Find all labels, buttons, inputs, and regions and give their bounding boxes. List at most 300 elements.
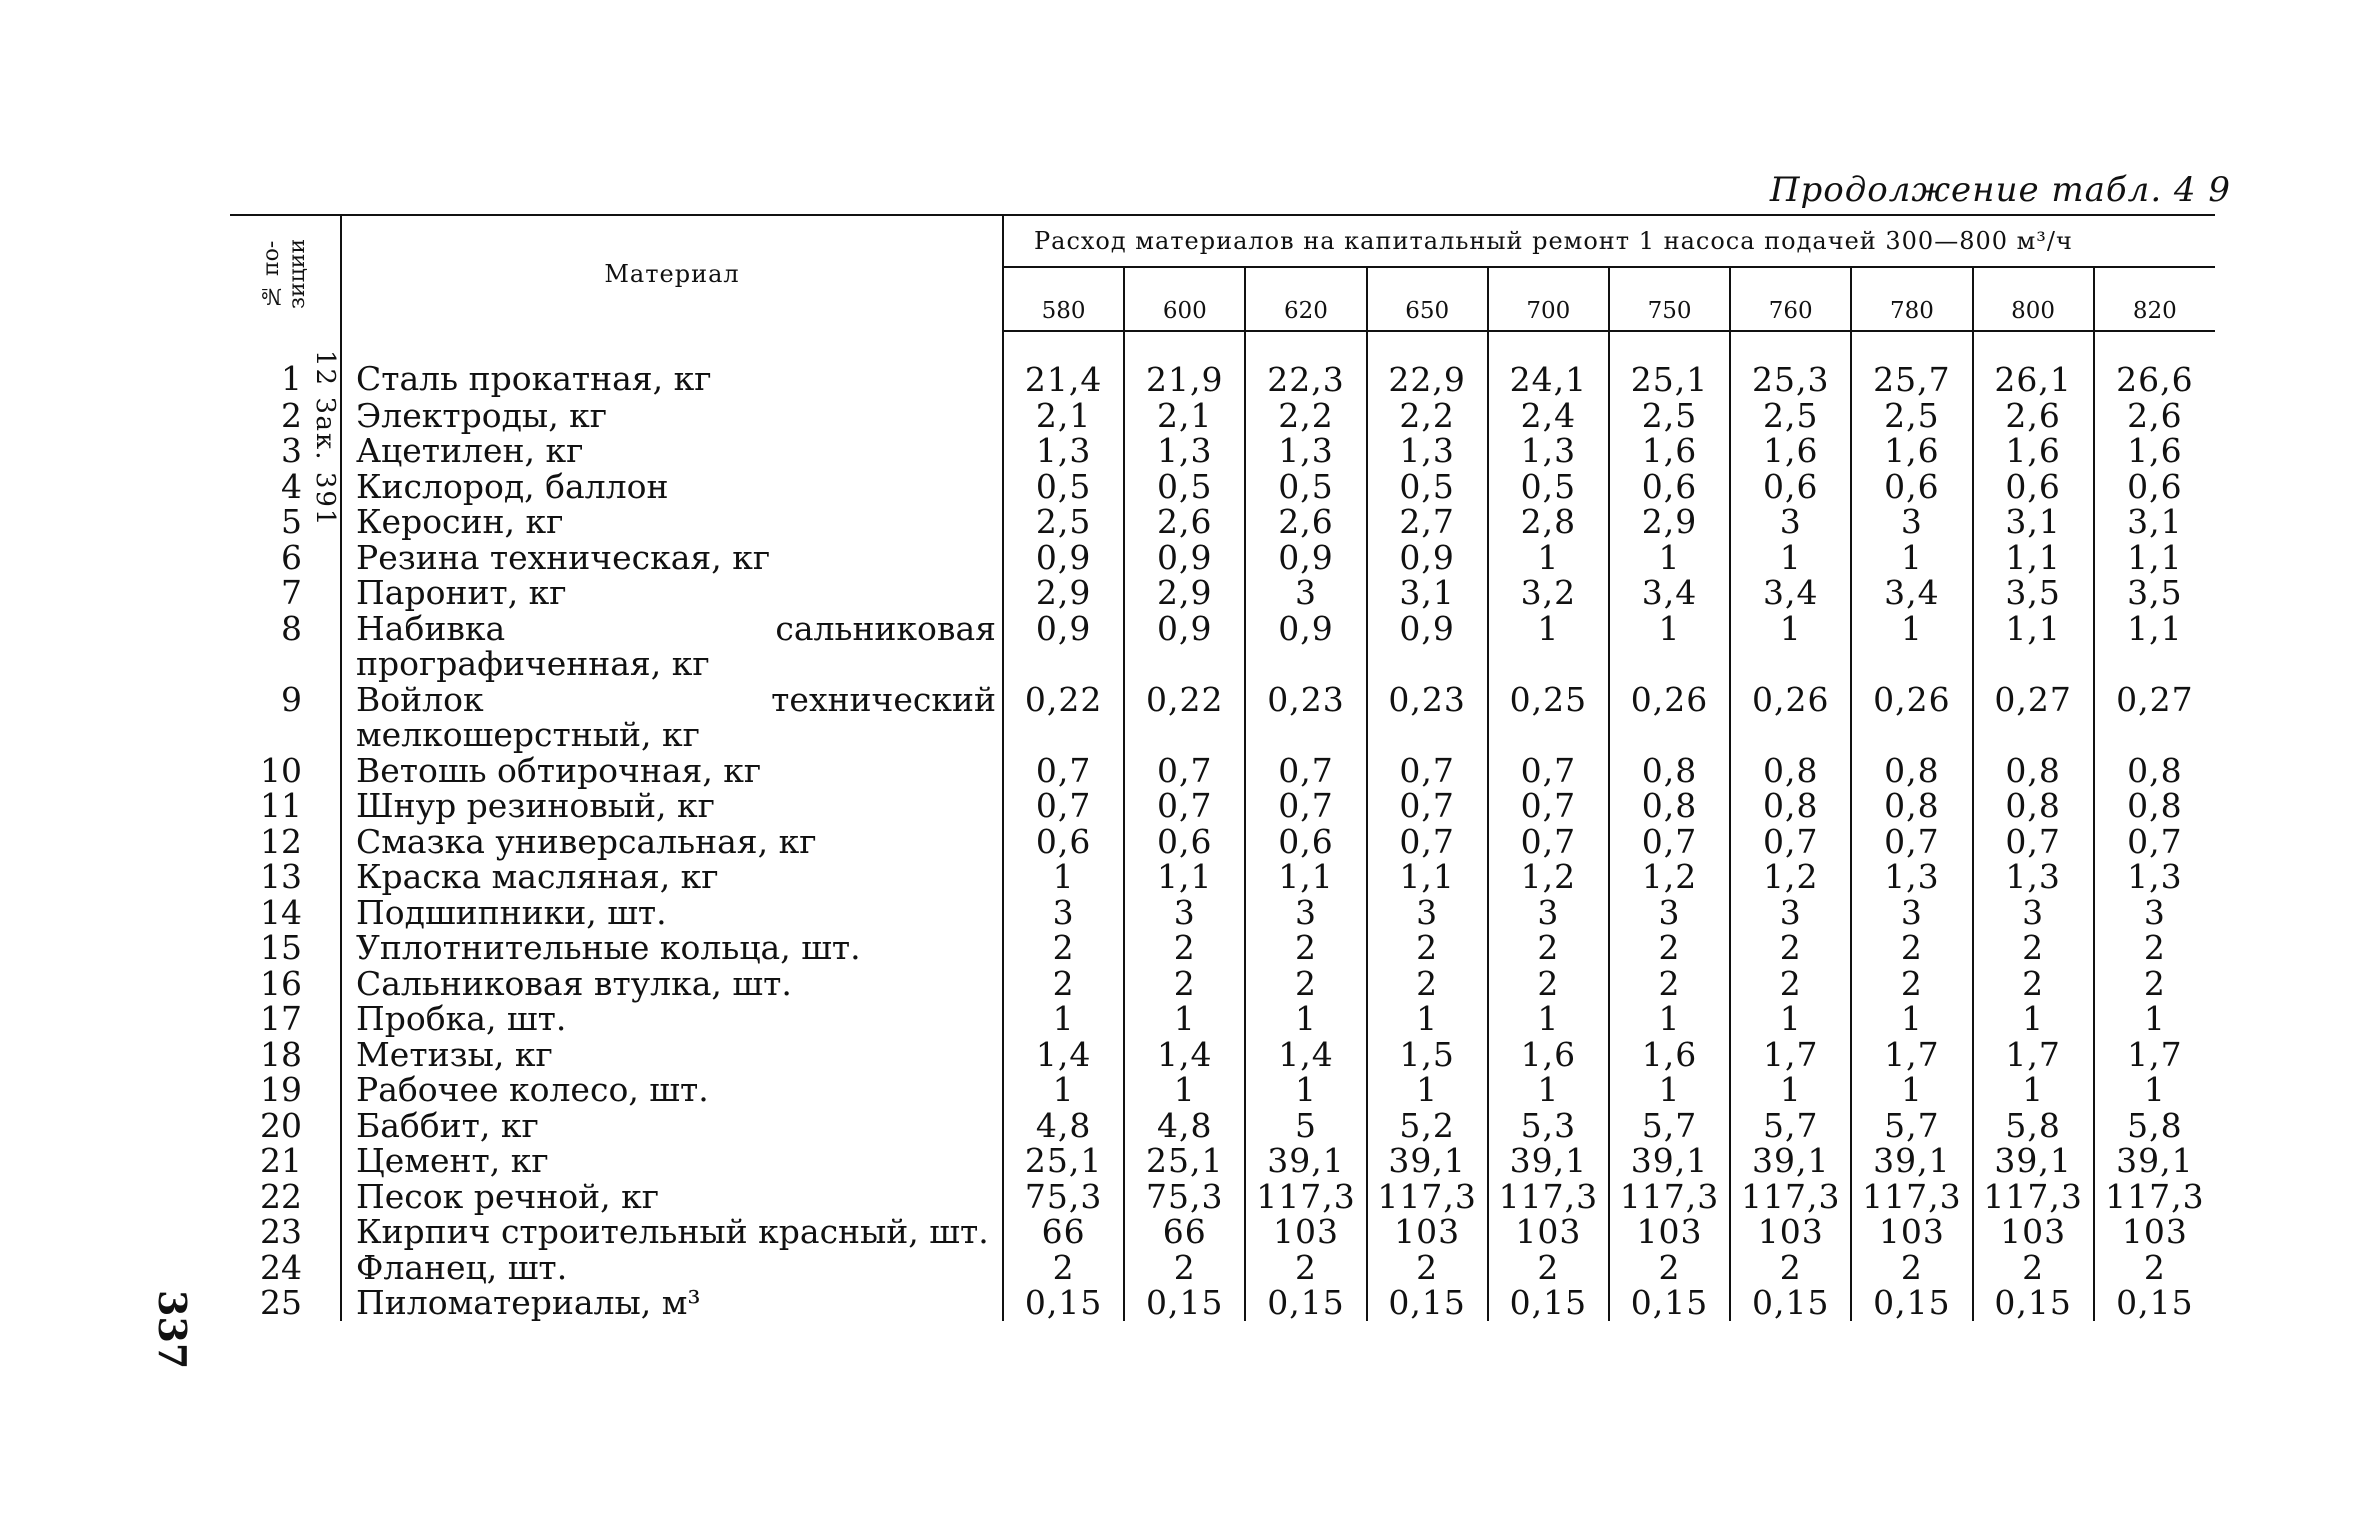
material-name-cell: Рабочее колесо, шт. xyxy=(341,1072,1003,1108)
consumption-value-cell: 0,9 xyxy=(1245,611,1366,682)
consumption-value-cell: 2 xyxy=(1245,1250,1366,1286)
consumption-value-cell: 0,15 xyxy=(1367,1285,1488,1321)
consumption-value-cell: 2 xyxy=(2143,963,2166,1003)
consumption-value-cell: 2,2 xyxy=(1245,398,1366,434)
consumption-value-cell: 3 xyxy=(1124,895,1245,931)
consumption-value-cell: 117,3 xyxy=(1367,1179,1488,1215)
consumption-value-cell: 4,8 xyxy=(1003,1108,1124,1144)
consumption-value-cell: 39,1 xyxy=(1488,1143,1609,1179)
consumption-value-cell: 39,1 xyxy=(1730,1143,1851,1179)
consumption-value-cell: 0,8 xyxy=(1851,788,1972,824)
consumption-value-cell: 75,3 xyxy=(1124,1179,1245,1215)
consumption-value-cell: 0,15 xyxy=(1003,1285,1124,1321)
consumption-value-cell: 3 xyxy=(1245,575,1366,611)
consumption-value-cell: 0,9 xyxy=(1003,611,1124,682)
consumption-value-cell: 0,6 xyxy=(1609,469,1730,505)
table-row xyxy=(230,966,2215,1002)
consumption-value-cell: 2 xyxy=(1609,1250,1730,1286)
consumption-value-cell: 2 xyxy=(2143,1247,2166,1287)
consumption-value-cell: 39,1 xyxy=(1609,1143,1730,1179)
flow-rate-header-820: 820 xyxy=(2094,267,2215,331)
consumption-value-cell: 3 xyxy=(1488,895,1609,931)
consumption-value-cell: 117,3 xyxy=(1609,1179,1730,1215)
table-row xyxy=(230,1072,2215,1108)
consumption-value-cell: 0,7 xyxy=(1245,788,1366,824)
consumption-value-cell: 0,15 xyxy=(1730,1285,1851,1321)
material-name-cell: Метизы, кг xyxy=(341,1037,1003,1073)
consumption-value-cell: 117,3 xyxy=(2105,1176,2205,1216)
order-note: 12 Зак. 391 xyxy=(310,350,340,528)
consumption-value-cell: 2 xyxy=(1488,966,1609,1002)
flow-rate-header-700: 700 xyxy=(1488,267,1609,331)
consumption-value-cell: 2 xyxy=(1609,930,1730,966)
consumption-value-cell: 2,6 xyxy=(1124,504,1245,540)
consumption-value-cell: 0,9 xyxy=(1367,540,1488,576)
consumption-value-cell: 1 xyxy=(1609,611,1730,682)
table-row xyxy=(230,1143,2215,1179)
consumption-value-cell: 2 xyxy=(1851,930,1972,966)
table-row xyxy=(230,753,2215,789)
table-row xyxy=(230,788,2215,824)
consumption-value-cell: 1,1 xyxy=(1973,611,2094,682)
consumption-value-cell: 1,2 xyxy=(1488,859,1609,895)
consumption-value-cell: 0,22 xyxy=(1124,682,1245,753)
consumption-value-cell: 25,1 xyxy=(1124,1143,1245,1179)
consumption-value-cell: 0,9 xyxy=(1003,540,1124,576)
consumption-value-cell: 0,8 xyxy=(2127,786,2183,825)
consumption-value-cell: 0,5 xyxy=(1124,469,1245,505)
consumption-value-cell: 3 xyxy=(1245,895,1366,931)
consumption-value-cell: 0,7 xyxy=(1003,753,1124,789)
consumption-value-cell: 2,1 xyxy=(1003,398,1124,434)
consumption-value-cell: 3 xyxy=(1730,895,1851,931)
flow-rate-header-580: 580 xyxy=(1003,267,1124,331)
consumption-value-cell: 0,8 xyxy=(1609,753,1730,789)
position-number-cell: 25 xyxy=(230,1285,341,1321)
consumption-value-cell: 3,4 xyxy=(1730,575,1851,611)
consumption-value-cell: 3 xyxy=(1730,504,1851,540)
consumption-value-cell: 0,9 xyxy=(1124,611,1245,682)
table-row xyxy=(230,398,2215,434)
consumption-value-cell: 1,3 xyxy=(1367,433,1488,469)
consumption-value-cell: 1,7 xyxy=(2127,1034,2183,1074)
consumption-value-cell: 117,3 xyxy=(1730,1179,1851,1215)
consumption-value-cell: 2,1 xyxy=(1124,398,1245,434)
consumption-value-cell: 1 xyxy=(1851,1001,1972,1037)
consumption-value-cell: 2,5 xyxy=(1003,504,1124,540)
position-number-cell: 23 xyxy=(230,1214,341,1250)
flow-rate-header-620: 620 xyxy=(1245,267,1366,331)
materials-table-wrapper xyxy=(230,214,2215,1321)
consumption-value-cell: 1 xyxy=(1730,1072,1851,1108)
consumption-value-cell: 2,2 xyxy=(1367,398,1488,434)
consumption-value-cell: 0,23 xyxy=(1367,682,1488,753)
consumption-value-cell: 2,9 xyxy=(1124,575,1245,611)
consumption-value-cell: 2 xyxy=(1730,930,1851,966)
consumption-value-cell: 2 xyxy=(1730,966,1851,1002)
position-number-cell: 12 xyxy=(230,824,341,860)
consumption-value-cell: 0,26 xyxy=(1851,682,1972,753)
flow-rate-header-800: 800 xyxy=(1973,267,2094,331)
consumption-value-cell: 0,7 xyxy=(1367,788,1488,824)
consumption-value-cell: 0,27 xyxy=(1973,682,2094,753)
flow-rate-header-780: 780 xyxy=(1851,267,1972,331)
material-name-cell: Ветошь обтирочная, кг xyxy=(341,753,1003,789)
consumption-value-cell: 0,7 xyxy=(1730,824,1851,860)
position-number-cell: 6 xyxy=(230,540,341,576)
consumption-value-cell: 0,15 xyxy=(1609,1285,1730,1321)
table-row xyxy=(230,433,2215,469)
consumption-value-cell: 2 xyxy=(2143,928,2166,967)
consumption-value-cell: 2 xyxy=(1609,966,1730,1002)
position-number-cell: 11 xyxy=(230,788,341,824)
material-name-cell: Краска масляная, кг xyxy=(341,859,1003,895)
consumption-value-cell: 2 xyxy=(1003,930,1124,966)
position-number-cell: 2 xyxy=(230,398,341,434)
consumption-value-cell: 103 xyxy=(1973,1214,2094,1250)
consumption-value-cell: 2,6 xyxy=(1973,398,2094,434)
consumption-value-cell: 0,7 xyxy=(1488,824,1609,860)
consumption-value-cell: 1,6 xyxy=(2127,431,2183,470)
consumption-value-cell: 1 xyxy=(1003,859,1124,895)
consumption-value-cell: 0,15 xyxy=(1973,1285,2094,1321)
consumption-value-cell: 24,1 xyxy=(1488,331,1609,398)
consumption-value-cell: 103 xyxy=(2121,1212,2188,1251)
consumption-value-cell: 1,3 xyxy=(1003,433,1124,469)
consumption-value-cell: 103 xyxy=(1245,1214,1366,1250)
table-row xyxy=(230,1001,2215,1037)
consumption-value-cell: 2 xyxy=(1851,966,1972,1002)
consumption-value-cell: 75,3 xyxy=(1003,1179,1124,1215)
table-row xyxy=(230,540,2215,576)
material-name-cell: Резина техническая, кг xyxy=(341,540,1003,576)
consumption-value-cell: 0,6 xyxy=(1245,824,1366,860)
consumption-value-cell: 0,7 xyxy=(2127,821,2183,861)
consumption-value-cell: 2 xyxy=(1367,966,1488,1002)
consumption-value-cell: 2 xyxy=(1973,1250,2094,1286)
table-row xyxy=(230,331,2215,398)
consumption-value-cell: 39,1 xyxy=(1367,1143,1488,1179)
material-name-cell: Войлок технический мелкошерстный, кг xyxy=(341,682,1003,753)
consumption-value-cell: 1,3 xyxy=(1851,859,1972,895)
consumption-value-cell: 0,8 xyxy=(2127,750,2183,790)
consumption-value-cell: 2 xyxy=(1124,930,1245,966)
consumption-value-cell: 2 xyxy=(1003,1250,1124,1286)
consumption-value-cell: 3,5 xyxy=(2127,573,2183,612)
consumption-value-cell: 1 xyxy=(1730,1001,1851,1037)
consumption-value-cell: 1,7 xyxy=(1973,1037,2094,1073)
consumption-value-cell: 0,7 xyxy=(1124,788,1245,824)
materials-table xyxy=(230,214,2215,1321)
table-row xyxy=(230,611,2215,682)
consumption-value-cell: 103 xyxy=(1367,1214,1488,1250)
position-number-cell: 4 xyxy=(230,469,341,505)
consumption-value-cell: 2 xyxy=(1488,1250,1609,1286)
consumption-value-cell: 1,1 xyxy=(2127,537,2183,577)
consumption-value-cell: 2 xyxy=(1488,930,1609,966)
consumption-value-cell: 25,1 xyxy=(1609,331,1730,398)
consumption-value-cell: 1,4 xyxy=(1003,1037,1124,1073)
consumption-value-cell: 25,7 xyxy=(1851,331,1972,398)
material-name-cell: Песок речной, кг xyxy=(341,1179,1003,1215)
flow-rate-header-750: 750 xyxy=(1609,267,1730,331)
material-name-cell: Уплотнительные кольца, шт. xyxy=(341,930,1003,966)
consumption-value-cell: 2 xyxy=(1124,966,1245,1002)
consumption-value-cell: 0,8 xyxy=(1609,788,1730,824)
consumption-value-cell: 66 xyxy=(1124,1214,1245,1250)
position-number-header: № по- зиции xyxy=(230,215,341,331)
consumption-value-cell: 1,1 xyxy=(1973,540,2094,576)
material-name-cell: Ацетилен, кг xyxy=(341,433,1003,469)
consumption-value-cell: 1,5 xyxy=(1367,1037,1488,1073)
consumption-value-cell: 3,4 xyxy=(1609,575,1730,611)
material-name-cell: Кислород, баллон xyxy=(341,469,1003,505)
consumption-value-cell: 0,23 xyxy=(1245,682,1366,753)
material-name-cell: Паронит, кг xyxy=(341,575,1003,611)
table-continuation-caption: Продолжение табл. 4 9 xyxy=(1769,170,2231,210)
consumption-value-cell: 1 xyxy=(1730,540,1851,576)
consumption-value-cell: 1,2 xyxy=(1609,859,1730,895)
table-row xyxy=(230,824,2215,860)
position-number-cell: 20 xyxy=(230,1108,341,1144)
consumption-value-cell: 1 xyxy=(2143,1070,2166,1109)
consumption-value-cell: 117,3 xyxy=(1245,1179,1366,1215)
consumption-value-cell: 2 xyxy=(1973,966,2094,1002)
consumption-value-cell: 39,1 xyxy=(1973,1143,2094,1179)
consumption-value-cell: 1 xyxy=(1609,1072,1730,1108)
consumption-value-cell: 2 xyxy=(1245,930,1366,966)
consumption-value-cell: 1,3 xyxy=(1124,433,1245,469)
material-name-cell: Кирпич строительный красный, шт. xyxy=(341,1214,1003,1250)
consumption-value-cell: 3,2 xyxy=(1488,575,1609,611)
consumption-value-cell: 3,5 xyxy=(1973,575,2094,611)
consumption-value-cell: 1,4 xyxy=(1245,1037,1366,1073)
flow-rate-header-650: 650 xyxy=(1367,267,1488,331)
consumption-value-cell: 2,5 xyxy=(1730,398,1851,434)
consumption-value-cell: 0,7 xyxy=(1609,824,1730,860)
table-row xyxy=(230,1108,2215,1144)
consumption-value-cell: 2,7 xyxy=(1367,504,1488,540)
consumption-value-cell: 2,6 xyxy=(2127,395,2183,435)
consumption-value-cell: 1 xyxy=(1851,1072,1972,1108)
position-number-cell: 18 xyxy=(230,1037,341,1073)
consumption-value-cell: 1 xyxy=(1488,1072,1609,1108)
material-name-cell: Смазка универсальная, кг xyxy=(341,824,1003,860)
consumption-value-cell: 1,6 xyxy=(1973,433,2094,469)
position-number-cell: 5 xyxy=(230,504,341,540)
consumption-value-cell: 3,1 xyxy=(2127,502,2183,541)
consumption-value-cell: 1,3 xyxy=(1973,859,2094,895)
position-number-cell: 9 xyxy=(230,682,341,753)
consumption-value-cell: 1 xyxy=(1973,1001,2094,1037)
consumption-value-cell: 0,7 xyxy=(1003,788,1124,824)
table-header-row xyxy=(230,215,2215,267)
consumption-value-cell: 2 xyxy=(1003,966,1124,1002)
table-row xyxy=(230,469,2215,505)
table-row xyxy=(230,575,2215,611)
consumption-value-cell: 1 xyxy=(1730,611,1851,682)
consumption-value-cell: 22,9 xyxy=(1367,331,1488,398)
material-name-cell: Керосин, кг xyxy=(341,504,1003,540)
consumption-value-cell: 0,6 xyxy=(1973,469,2094,505)
consumption-value-cell: 26,1 xyxy=(1973,331,2094,398)
consumption-value-cell: 0,25 xyxy=(1488,682,1609,753)
consumption-group-header: Расход материалов на капитальный ремонт 1 насоса подачей 300—800 м³/ч xyxy=(1003,215,2215,267)
consumption-value-cell: 0,7 xyxy=(1973,824,2094,860)
consumption-value-cell: 25,1 xyxy=(1003,1143,1124,1179)
consumption-value-cell: 1,2 xyxy=(1730,859,1851,895)
consumption-value-cell: 2 xyxy=(1367,1250,1488,1286)
consumption-value-cell: 117,3 xyxy=(1973,1179,2094,1215)
consumption-value-cell: 0,9 xyxy=(1245,540,1366,576)
consumption-value-cell: 0,26 xyxy=(1730,682,1851,753)
consumption-value-cell: 4,8 xyxy=(1124,1108,1245,1144)
material-name-cell: Набивка сальниковая прографиченная, кг xyxy=(341,611,1003,682)
consumption-value-cell: 0,7 xyxy=(1488,788,1609,824)
consumption-value-cell: 117,3 xyxy=(1851,1179,1972,1215)
position-number-cell: 16 xyxy=(230,966,341,1002)
position-number-cell: 13 xyxy=(230,859,341,895)
consumption-value-cell: 0,6 xyxy=(1003,824,1124,860)
position-number-cell: 15 xyxy=(230,930,341,966)
consumption-value-cell: 2,9 xyxy=(1003,575,1124,611)
consumption-value-cell: 1,3 xyxy=(1488,433,1609,469)
consumption-value-cell: 3,1 xyxy=(1973,504,2094,540)
consumption-value-cell: 2 xyxy=(1367,930,1488,966)
consumption-value-cell: 0,8 xyxy=(1730,788,1851,824)
page-number: 337 xyxy=(150,1290,195,1370)
consumption-value-cell: 0,6 xyxy=(1851,469,1972,505)
consumption-value-cell: 103 xyxy=(1609,1214,1730,1250)
table-row xyxy=(230,682,2215,753)
consumption-value-cell: 1,6 xyxy=(1609,433,1730,469)
material-name-cell: Сальниковая втулка, шт. xyxy=(341,966,1003,1002)
consumption-value-cell: 5,3 xyxy=(1488,1108,1609,1144)
consumption-value-cell: 1,4 xyxy=(1124,1037,1245,1073)
consumption-value-cell: 0,8 xyxy=(1973,788,2094,824)
consumption-value-cell: 1,1 xyxy=(1124,859,1245,895)
consumption-value-cell: 0,15 xyxy=(1124,1285,1245,1321)
material-name-cell: Фланец, шт. xyxy=(341,1250,1003,1286)
consumption-value-cell: 0,8 xyxy=(1730,753,1851,789)
consumption-value-cell: 2 xyxy=(1124,1250,1245,1286)
consumption-value-cell: 3 xyxy=(1973,895,2094,931)
consumption-value-cell: 21,4 xyxy=(1003,331,1124,398)
consumption-value-cell: 1 xyxy=(1488,1001,1609,1037)
consumption-value-cell: 39,1 xyxy=(2116,1141,2194,1180)
material-name-cell: Подшипники, шт. xyxy=(341,895,1003,931)
consumption-value-cell: 1,6 xyxy=(1488,1037,1609,1073)
consumption-value-cell: 0,9 xyxy=(1367,611,1488,682)
position-number-cell: 10 xyxy=(230,753,341,789)
consumption-value-cell: 39,1 xyxy=(1245,1143,1366,1179)
consumption-value-cell: 3 xyxy=(1851,504,1972,540)
position-number-cell: 1 xyxy=(230,331,341,398)
consumption-value-cell: 0,22 xyxy=(1003,682,1124,753)
consumption-value-cell: 0,15 xyxy=(1851,1285,1972,1321)
consumption-value-cell: 0,15 xyxy=(1245,1285,1366,1321)
consumption-value-cell: 1 xyxy=(1609,1001,1730,1037)
consumption-value-cell: 1 xyxy=(1367,1001,1488,1037)
position-number-cell: 21 xyxy=(230,1143,341,1179)
consumption-value-cell: 1,1 xyxy=(2127,608,2183,648)
consumption-value-cell: 1 xyxy=(1003,1001,1124,1037)
consumption-value-cell: 5,8 xyxy=(1973,1108,2094,1144)
table-row xyxy=(230,1037,2215,1073)
consumption-value-cell: 117,3 xyxy=(1488,1179,1609,1215)
consumption-value-cell: 1,6 xyxy=(1851,433,1972,469)
consumption-value-cell: 1 xyxy=(1245,1072,1366,1108)
consumption-value-cell: 0,15 xyxy=(2116,1283,2194,1322)
consumption-value-cell: 22,3 xyxy=(1245,331,1366,398)
consumption-value-cell: 1 xyxy=(1124,1072,1245,1108)
position-number-cell: 22 xyxy=(230,1179,341,1215)
table-row xyxy=(230,504,2215,540)
consumption-value-cell: 5 xyxy=(1245,1108,1366,1144)
consumption-value-cell: 2 xyxy=(1730,1250,1851,1286)
consumption-value-cell: 103 xyxy=(1730,1214,1851,1250)
consumption-value-cell: 0,8 xyxy=(1973,753,2094,789)
consumption-value-cell: 2 xyxy=(1851,1250,1972,1286)
table-row xyxy=(230,1214,2215,1250)
consumption-value-cell: 1 xyxy=(1488,540,1609,576)
flow-rate-header-760: 760 xyxy=(1730,267,1851,331)
consumption-value-cell: 103 xyxy=(1488,1214,1609,1250)
consumption-value-cell: 2,6 xyxy=(1245,504,1366,540)
consumption-value-cell: 0,5 xyxy=(1003,469,1124,505)
consumption-value-cell: 26,6 xyxy=(2116,360,2194,399)
consumption-value-cell: 0,7 xyxy=(1488,753,1609,789)
material-header: Материал xyxy=(341,215,1003,331)
table-row xyxy=(230,1250,2215,1286)
material-name-cell: Пробка, шт. xyxy=(341,1001,1003,1037)
consumption-value-cell: 0,15 xyxy=(1488,1285,1609,1321)
consumption-value-cell: 2,4 xyxy=(1488,398,1609,434)
consumption-value-cell: 1,6 xyxy=(1730,433,1851,469)
consumption-value-cell: 2,5 xyxy=(1609,398,1730,434)
position-number-cell: 7 xyxy=(230,575,341,611)
consumption-value-cell: 1 xyxy=(2143,999,2166,1038)
consumption-value-cell: 0,6 xyxy=(1124,824,1245,860)
consumption-value-cell: 2,9 xyxy=(1609,504,1730,540)
consumption-value-cell: 2,8 xyxy=(1488,504,1609,540)
consumption-value-cell: 3 xyxy=(1609,895,1730,931)
consumption-value-cell: 103 xyxy=(1851,1214,1972,1250)
consumption-value-cell: 0,6 xyxy=(1730,469,1851,505)
consumption-value-cell: 5,7 xyxy=(1851,1108,1972,1144)
consumption-value-cell: 1 xyxy=(1851,611,1972,682)
material-name-cell: Баббит, кг xyxy=(341,1108,1003,1144)
position-number-cell: 17 xyxy=(230,1001,341,1037)
consumption-value-cell: 5,7 xyxy=(1609,1108,1730,1144)
consumption-value-cell: 5,8 xyxy=(2127,1105,2183,1145)
consumption-value-cell: 0,7 xyxy=(1124,753,1245,789)
consumption-value-cell: 1,3 xyxy=(2127,857,2183,896)
position-number-cell: 14 xyxy=(230,895,341,931)
consumption-value-cell: 5,2 xyxy=(1367,1108,1488,1144)
position-number-cell: 3 xyxy=(230,433,341,469)
consumption-value-cell: 3 xyxy=(1003,895,1124,931)
consumption-value-cell: 1 xyxy=(1367,1072,1488,1108)
consumption-value-cell: 3,1 xyxy=(1367,575,1488,611)
consumption-value-cell: 39,1 xyxy=(1851,1143,1972,1179)
position-number-cell: 19 xyxy=(230,1072,341,1108)
table-row xyxy=(230,1179,2215,1215)
consumption-value-cell: 1 xyxy=(1245,1001,1366,1037)
table-row xyxy=(230,895,2215,931)
material-name-cell: Пиломатериалы, м³ xyxy=(341,1285,1003,1321)
consumption-value-cell: 21,9 xyxy=(1124,331,1245,398)
